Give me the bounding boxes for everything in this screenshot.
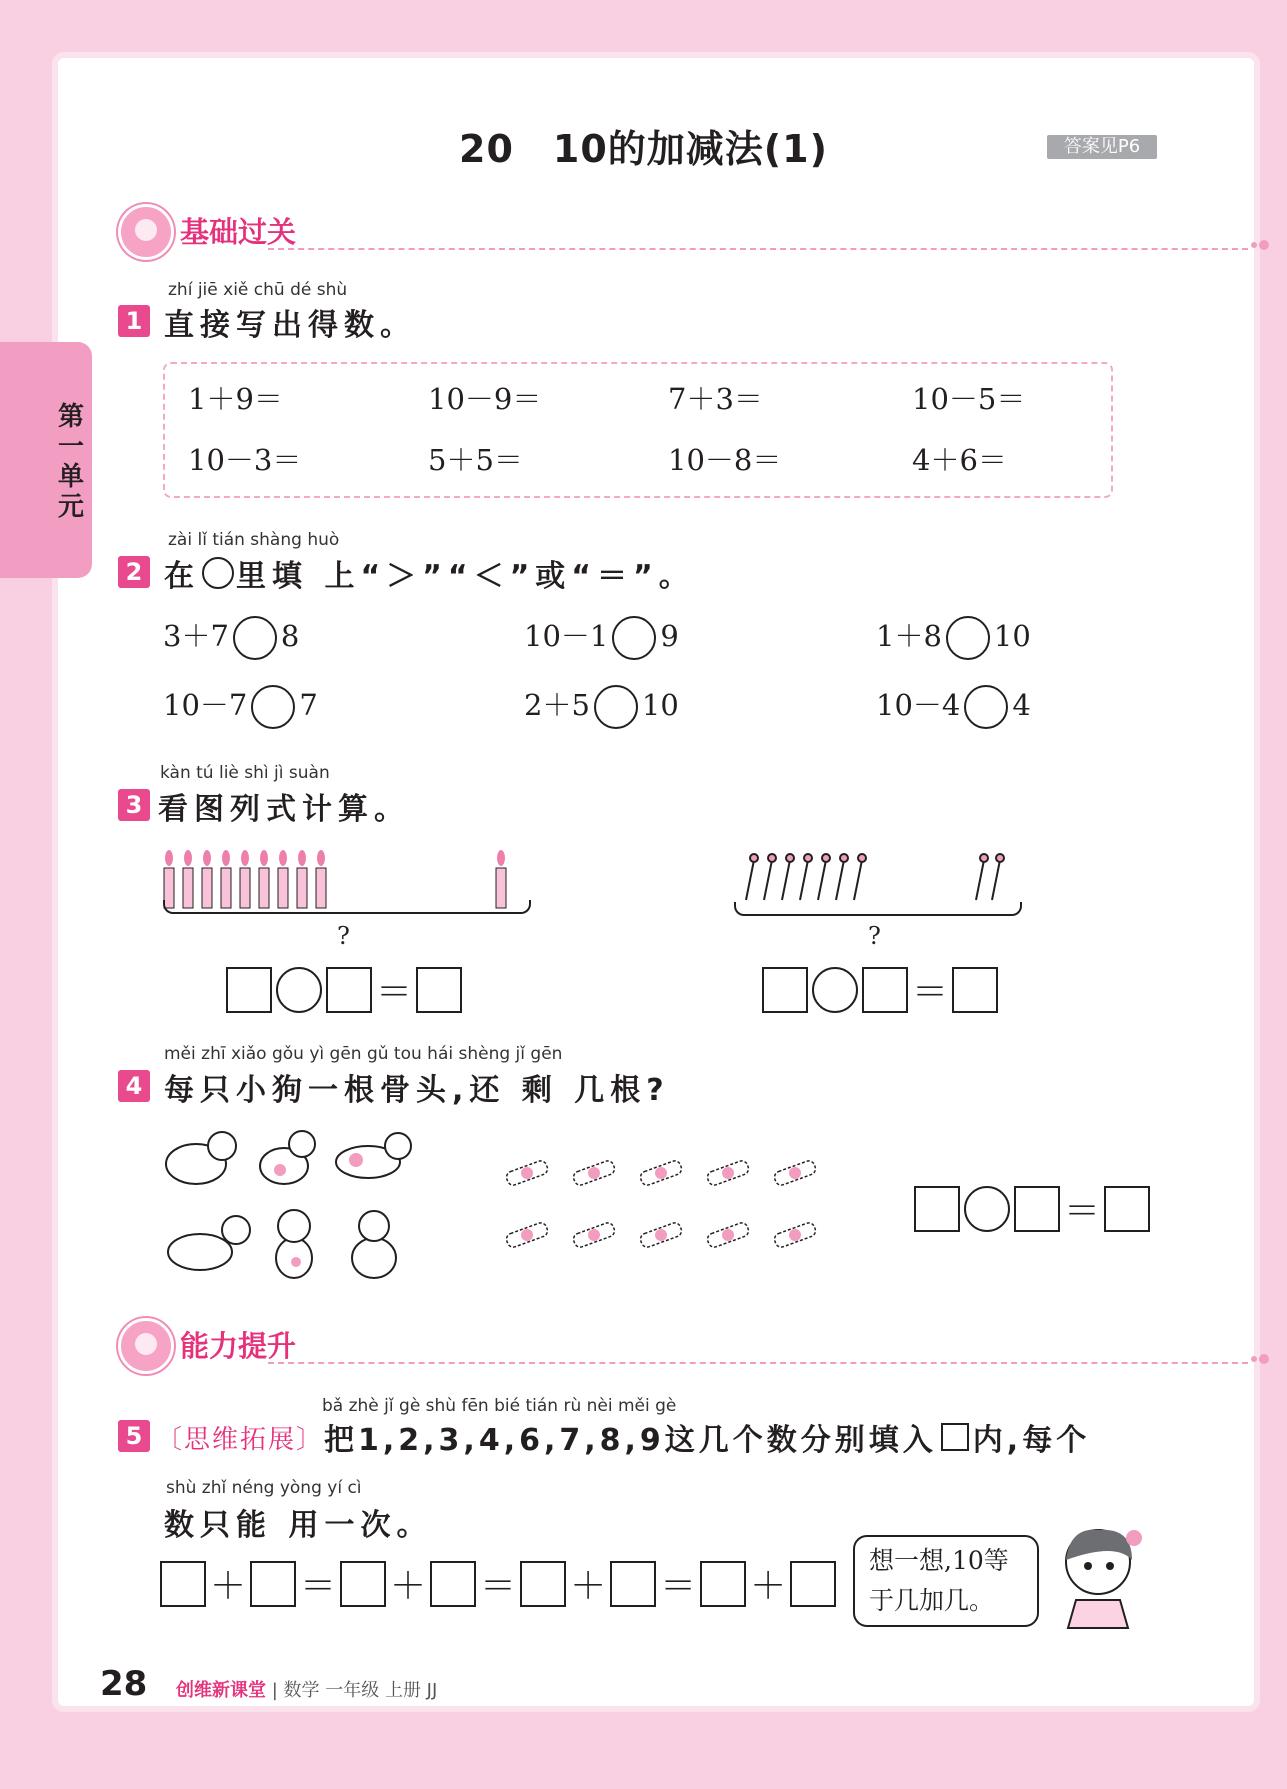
equation-row [226, 964, 462, 1015]
matchsticks-illustration [736, 850, 1026, 910]
answer-box[interactable] [610, 1561, 656, 1607]
equals-sign: ＝ [660, 1566, 697, 1607]
question-number: 2 [118, 556, 150, 588]
section-divider [268, 1362, 1248, 1364]
mascot-avatar-icon [118, 1318, 174, 1374]
operator-circle[interactable] [812, 967, 858, 1013]
section-header-basic [118, 204, 1278, 254]
bracket [734, 902, 1022, 916]
plus-sign: ＋ [390, 1566, 427, 1607]
question-text: 数只能 用一次。 [164, 1508, 433, 1543]
answer-circle[interactable] [594, 685, 638, 729]
dots-icon [1251, 1354, 1271, 1368]
equation-row [762, 964, 998, 1015]
answer-box[interactable] [700, 1561, 746, 1607]
dots-icon [1251, 240, 1271, 254]
calc-item: 5＋5＝ [428, 443, 523, 477]
pinyin: měi zhī xiǎo gǒu yì gēn gǔ tou hái shèng jǐ gēn [164, 1044, 563, 1064]
pinyin: shù zhǐ néng yòng yí cì [166, 1478, 362, 1498]
answer-circle[interactable] [251, 685, 295, 729]
answer-reference-badge: 答案见P6 [1047, 135, 1157, 159]
calc-item: 1＋9＝ [188, 382, 283, 416]
compare-item [876, 683, 1031, 729]
compare-right: 9 [660, 619, 679, 653]
puppies-illustration [156, 1122, 426, 1292]
calc-item: 10－5＝ [912, 382, 1026, 416]
pinyin: kàn tú liè shì jì suàn [160, 763, 330, 783]
calc-item: 10－9＝ [428, 382, 542, 416]
answer-box[interactable] [914, 1186, 960, 1232]
question-number: 4 [118, 1070, 150, 1102]
question-text: 直接写出得数。 [164, 308, 416, 343]
hint-line: 于几加几。 [869, 1586, 995, 1615]
compare-left: 1＋8 [876, 619, 942, 653]
question-number: 5 [118, 1420, 150, 1452]
compare-left: 10－7 [163, 688, 248, 722]
compare-right: 8 [280, 619, 300, 653]
equals-sign: ＝ [376, 972, 413, 1013]
unit-tab-char: 单 [57, 462, 84, 492]
unit-side-tab [0, 342, 92, 578]
compare-right: 4 [1012, 688, 1031, 722]
page-title: 20 10的加减法(1) [459, 127, 828, 171]
operator-circle[interactable] [276, 967, 322, 1013]
operator-circle[interactable] [964, 1186, 1010, 1232]
equation-row [160, 1558, 836, 1609]
girl-mascot-icon [1050, 1520, 1150, 1630]
question-text [156, 1415, 1090, 1459]
compare-right: 10 [641, 688, 679, 722]
question-text-part: 在 [164, 559, 200, 594]
answer-circle[interactable] [233, 616, 277, 660]
pinyin: bǎ zhè jǐ gè shù fēn bié tián rù nèi měi gè [322, 1396, 677, 1416]
compare-item [876, 614, 1031, 660]
compare-right: 10 [993, 619, 1031, 653]
question-number: 1 [118, 305, 150, 337]
answer-box[interactable] [250, 1561, 296, 1607]
compare-right: 7 [299, 688, 318, 722]
answer-box[interactable] [1014, 1186, 1060, 1232]
plus-sign: ＋ [210, 1566, 247, 1607]
question-text-part: 内,每个 [972, 1423, 1091, 1458]
answer-box[interactable] [1104, 1186, 1150, 1232]
box-symbol-icon [941, 1423, 969, 1451]
answer-box[interactable] [520, 1561, 566, 1607]
answer-box[interactable] [762, 967, 808, 1013]
section-divider [268, 248, 1248, 250]
compare-item [524, 614, 679, 660]
question-text-part: 里填 上“＞”“＜”或“＝”。 [236, 559, 695, 594]
equals-sign: ＝ [912, 972, 949, 1013]
page-number: 28 [100, 1664, 148, 1704]
unit-tab-char: 元 [57, 492, 84, 522]
section-title: 基础过关 [180, 215, 297, 249]
calc-item: 4＋6＝ [912, 443, 1007, 477]
answer-box[interactable] [340, 1561, 386, 1607]
compare-left: 2＋5 [524, 688, 590, 722]
footer-info [176, 1676, 437, 1702]
compare-item [163, 614, 299, 660]
footer-book-info: | 数学 一年级 上册 JJ [271, 1680, 438, 1701]
answer-box[interactable] [862, 967, 908, 1013]
compare-item [163, 683, 318, 729]
pinyin: zài lǐ tián shàng huò [168, 530, 340, 550]
thinking-tag: 〔思维拓展〕 [156, 1424, 325, 1455]
answer-box[interactable] [430, 1561, 476, 1607]
answer-box[interactable] [226, 967, 272, 1013]
answer-circle[interactable] [612, 616, 656, 660]
answer-circle[interactable] [964, 685, 1008, 729]
question-text-part: 把1,2,3,4,6,7,8,9这几个数分别填入 [324, 1423, 937, 1458]
compare-left: 10－4 [876, 688, 961, 722]
calc-item: 10－8＝ [668, 443, 782, 477]
bones-illustration [494, 1146, 824, 1272]
answer-box[interactable] [160, 1561, 206, 1607]
question-mark: ? [868, 922, 881, 950]
answer-circle[interactable] [946, 616, 990, 660]
plus-sign: ＋ [570, 1566, 607, 1607]
section-header-advanced [118, 1318, 1278, 1368]
plus-sign: ＋ [750, 1566, 787, 1607]
question-text [164, 551, 695, 595]
answer-box[interactable] [416, 967, 462, 1013]
compare-left: 3＋7 [163, 619, 229, 653]
answer-box[interactable] [952, 967, 998, 1013]
hint-line: 想一想,10等 [869, 1546, 1009, 1575]
hint-speech-bubble [853, 1535, 1039, 1627]
equals-sign: ＝ [480, 1566, 517, 1607]
footer-brand: 创维新课堂 [176, 1680, 266, 1701]
question-number: 3 [118, 789, 150, 821]
mascot-avatar-icon [118, 204, 174, 260]
calc-item: 7＋3＝ [668, 382, 763, 416]
compare-item [524, 683, 679, 729]
unit-tab-char: 第 [57, 402, 84, 432]
question-text: 每只小狗一根骨头,还 剩 几根? [164, 1073, 670, 1108]
bracket [163, 900, 531, 914]
equals-sign: ＝ [1064, 1191, 1101, 1232]
equals-sign: ＝ [300, 1566, 337, 1607]
circle-symbol-icon [202, 557, 234, 589]
answer-box[interactable] [326, 967, 372, 1013]
pinyin: zhí jiē xiě chū dé shù [168, 280, 348, 300]
unit-tab-char: 一 [57, 432, 84, 462]
answer-box[interactable] [790, 1561, 836, 1607]
section-title: 能力提升 [180, 1329, 297, 1363]
equation-row [914, 1183, 1150, 1234]
question-mark: ? [337, 922, 350, 950]
calc-item: 10－3＝ [188, 443, 302, 477]
question-text: 看图列式计算。 [158, 792, 410, 827]
compare-left: 10－1 [524, 619, 609, 653]
